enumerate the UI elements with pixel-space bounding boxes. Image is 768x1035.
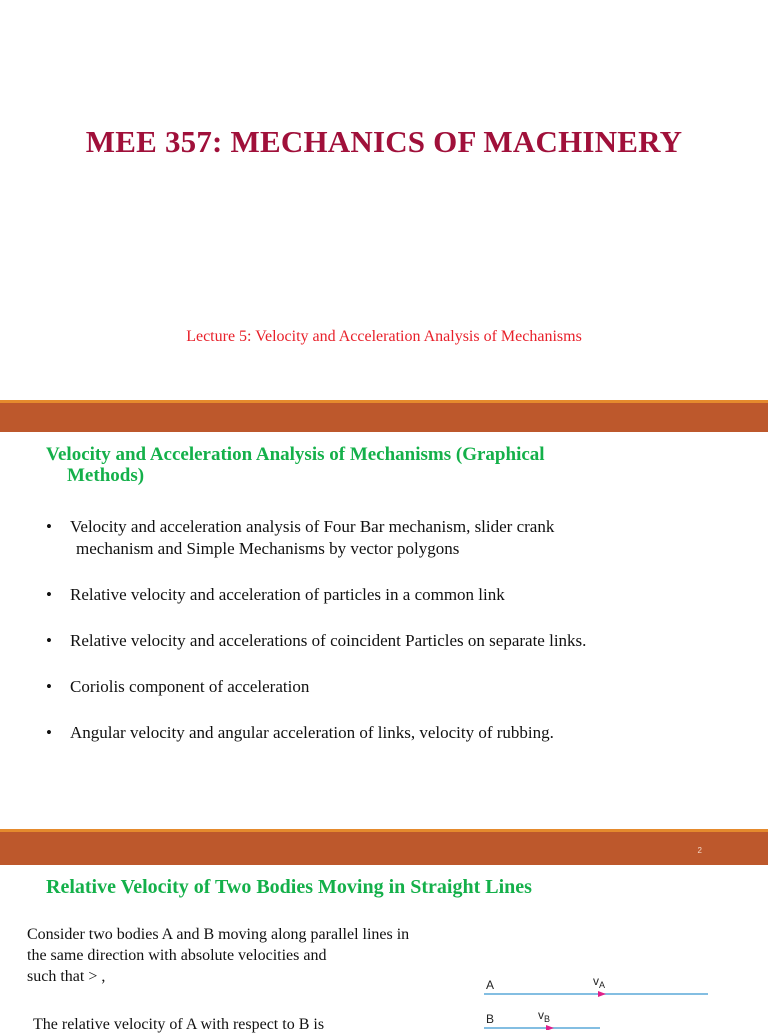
velocity-diagram — [480, 970, 720, 1030]
paragraph-line: such that > , — [27, 968, 106, 985]
bullet-item — [46, 516, 746, 560]
body-b-label: B — [486, 1012, 495, 1026]
separator-highlight — [0, 829, 768, 832]
content-slide-2 — [0, 432, 768, 829]
title-slide — [0, 0, 768, 400]
paragraph-line: The relative velocity of A with respect to B is — [33, 1016, 325, 1033]
slide-heading: Relative Velocity of Two Bodies Moving in Straight Lines — [46, 876, 532, 898]
bullet-text: Relative velocity and acceleration of particles in a common link — [70, 585, 505, 604]
bullet-item — [46, 584, 746, 606]
content-slide-3 — [0, 865, 768, 1033]
bullet-text: Coriolis component of acceleration — [70, 677, 310, 696]
bullet-item — [46, 676, 746, 698]
slide-separator-bar — [0, 400, 768, 432]
slide-heading — [46, 444, 646, 486]
paragraph-line: Consider two bodies A and B moving along parallel lines in — [27, 926, 410, 943]
heading-line-2: Methods) — [67, 465, 145, 486]
velocity-a-arrowhead — [598, 991, 606, 997]
paragraph — [27, 1014, 457, 1035]
bullet-text-continued: mechanism and Simple Mechanisms by vector polygons — [76, 539, 460, 558]
slide-separator-bar — [0, 829, 768, 865]
slide-subtitle: Lecture 5: Velocity and Acceleration Analysis of Mechanisms — [186, 328, 582, 345]
bullet-list — [46, 516, 746, 768]
paragraph — [27, 924, 457, 987]
bullet-item — [46, 630, 746, 652]
heading-line-1: Velocity and Acceleration Analysis of Mechanisms (Graphical — [46, 444, 545, 465]
bullet-item — [46, 722, 746, 744]
velocity-a-label: $v_A$ — [593, 974, 606, 990]
velocity-b-label: $v_B$ — [538, 1008, 551, 1024]
body-a-label: A — [486, 978, 495, 992]
page-number: 2 — [697, 846, 702, 855]
bullet-text: Angular velocity and angular acceleration of links, velocity of rubbing. — [70, 723, 554, 742]
paragraph-line: the same direction with absolute velocities and — [27, 947, 327, 964]
slide-title: MEE 357: MECHANICS OF MACHINERY — [85, 124, 683, 159]
bullet-text: Relative velocity and accelerations of coincident Particles on separate links. — [70, 631, 587, 650]
bullet-text: Velocity and acceleration analysis of Four Bar mechanism, slider crank — [70, 517, 555, 536]
separator-highlight — [0, 400, 768, 403]
